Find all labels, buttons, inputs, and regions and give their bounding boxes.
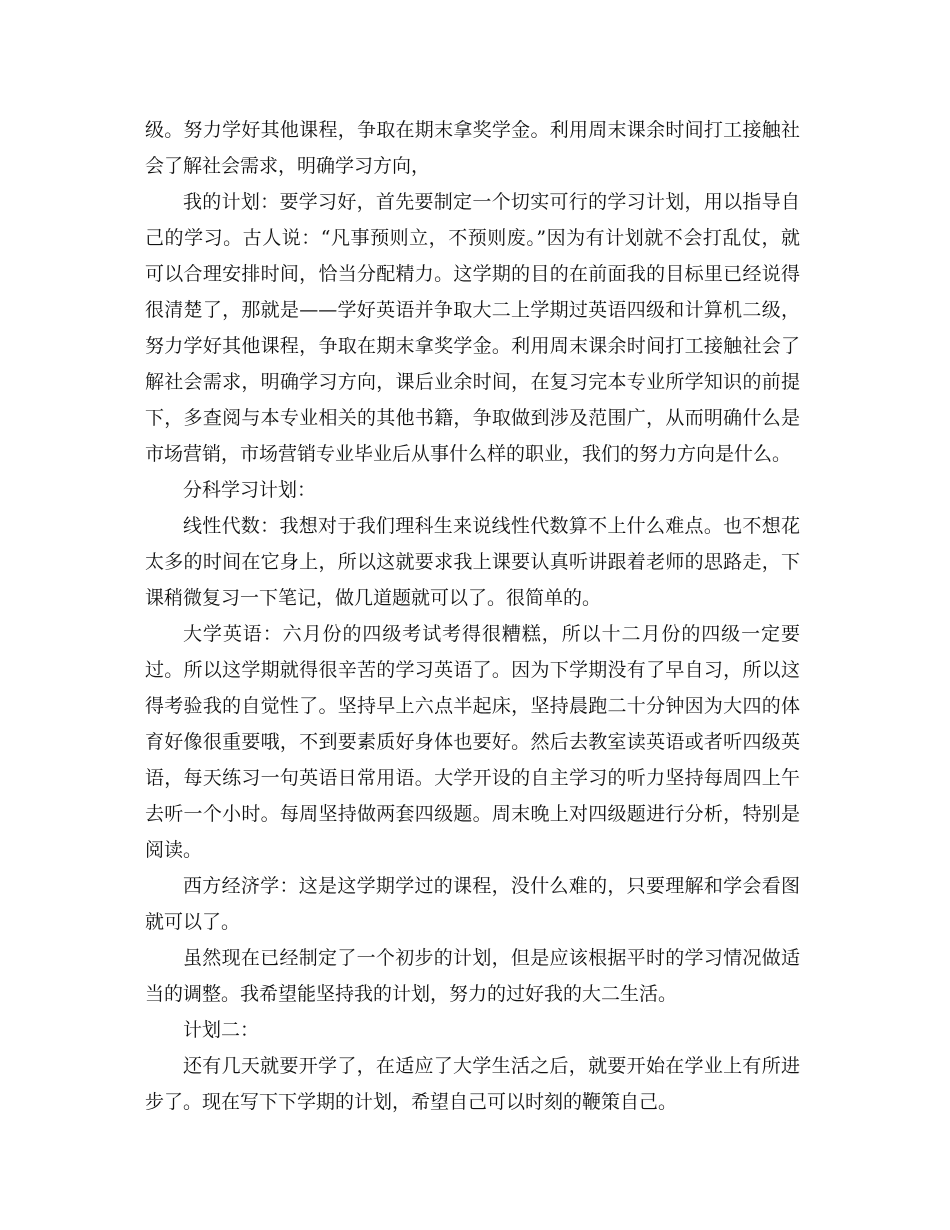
paragraph-plan-two-intro: 还有几天就要开学了，在适应了大学生活之后，就要开始在学业上有所进步了。现在写下下学期的计划，希望自己可以时刻的鞭策自己。 [145, 1055, 800, 1113]
paragraph-continuation: 级。努力学好其他课程，争取在期末拿奖学金。利用周末课余时间打工接触社会了解社会需求，明确学习方向， [145, 119, 800, 177]
paragraph-adjustment: 虽然现在已经制定了一个初步的计划，但是应该根据平时的学习情况做适当的调整。我希望能坚持我的计划，努力的过好我的大二生活。 [145, 947, 800, 1005]
paragraph-college-english: 大学英语：六月份的四级考试考得很糟糕，所以十二月份的四级一定要过。所以这学期就得很辛苦的学习英语了。因为下学期没有了早自习，所以这得考验我的自觉性了。坚持早上六点半起床，坚持晨跑二十分钟因为大四的体育好像很重要哦，不到要素质好身体也要好。然后去教室读英语或者听四级英语，每天练习一句英语日常用语。大学开设的自主学习的听力坚持每周四上午去听一个小时。每周坚持做两套四级题。周末晚上对四级题进行分析，特别是阅读。 [145, 623, 800, 861]
paragraph-western-economics: 西方经济学：这是这学期学过的课程，没什么难的，只要理解和学会看图就可以了。 [145, 875, 800, 933]
paragraph-subject-plan-heading: 分科学习计划： [183, 479, 317, 501]
paragraph-linear-algebra: 线性代数：我想对于我们理科生来说线性代数算不上什么难点。也不想花太多的时间在它身上，所以这就要求我上课要认真听讲跟着老师的思路走，下课稍微复习一下笔记，做几道题就可以了。很简单的。 [145, 515, 800, 609]
document-body [145, 112, 800, 1120]
paragraph-my-plan: 我的计划：要学习好，首先要制定一个切实可行的学习计划，用以指导自己的学习。古人说：“凡事预则立，不预则废。”因为有计划就不会打乱仗，就可以合理安排时间，恰当分配精力。这学期的目的在前面我的目标里已经说得很清楚了，那就是——学好英语并争取大二上学期过英语四级和计算机二级，努力学好其他课程，争取在期末拿奖学金。利用周末课余时间打工接触社会了解社会需求，明确学习方向，课后业余时间，在复习完本专业所学知识的前提下，多查阅与本专业相关的其他书籍，争取做到涉及范围广，从而明确什么是市场营销，市场营销专业毕业后从事什么样的职业，我们的努力方向是什么。 [145, 191, 800, 465]
paragraph-plan-two-heading: 计划二： [183, 1019, 260, 1041]
